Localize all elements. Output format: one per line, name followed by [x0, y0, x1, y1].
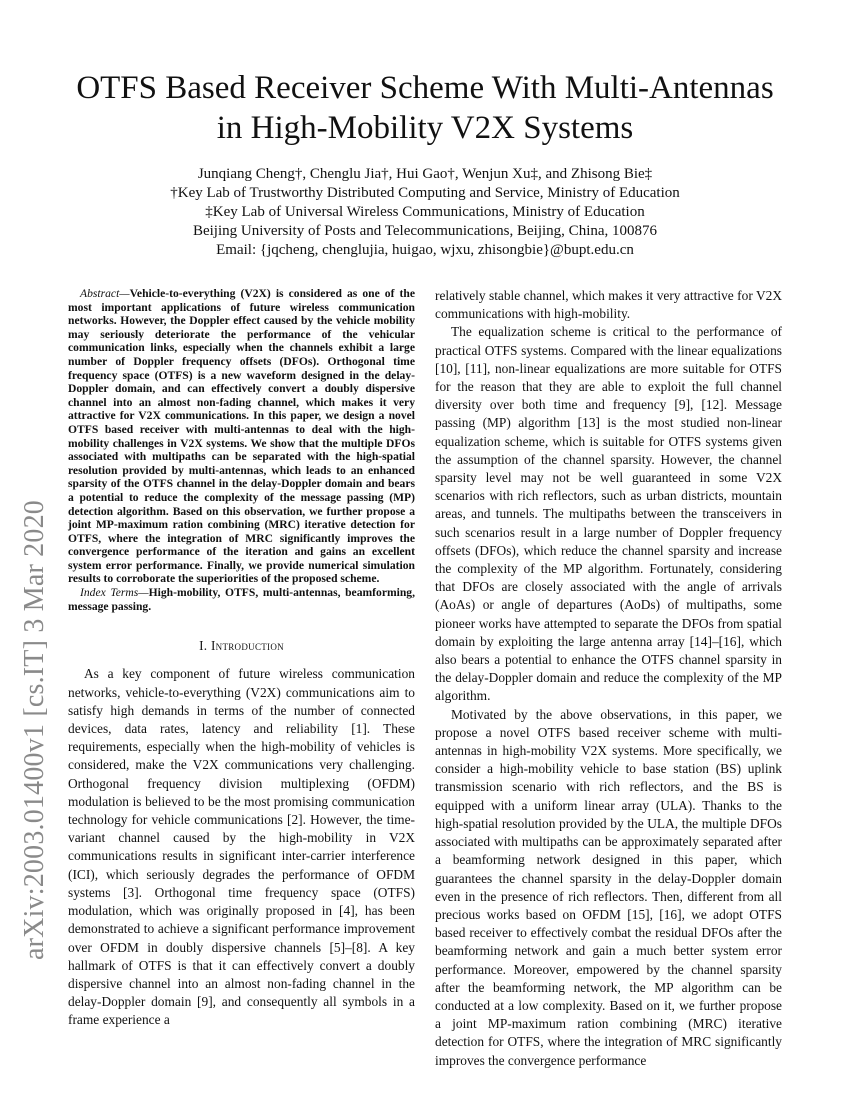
- index-terms-text: High-mobility, OTFS, multi-antennas, beamforming, message passing.: [68, 586, 415, 613]
- affiliation-3: Beijing University of Posts and Telecommunications, Beijing, China, 100876: [192, 223, 658, 239]
- arxiv-stamp: arXiv:2003.01400v1 [cs.IT] 3 Mar 2020: [19, 500, 50, 960]
- intro-paragraph-1-continued: relatively stable channel, which makes it very attractive for V2X communications with high-mobility.: [435, 288, 782, 322]
- abstract-label: Abstract—: [80, 287, 130, 300]
- intro-paragraph-1: As a key component of future wireless communication networks, vehicle-to-everything (V2X) communications aim to satisfy high demands in terms of the number of connected devices, data rates, latency and reliability [1]. These requirements, especially when the high-mobility of vehicles is considered, make the V2X communications very challenging. Orthogonal frequency division multiplexing (OFDM) modulation is believed to be the most promising communication technology for vehicle communications [2]. However, the time-variant channel caused by the high-mobility in V2X communications results in significant inter-carrier interference (ICI), which seriously degrades the performance of OFDM systems [3]. Orthogonal time frequency space (OTFS) modulation, which was originally proposed in [4], has been demonstrated to achieve a significant performance improvement over OFDM in doubly dispersive channels [5]–[8]. A key hallmark of OTFS is that it can effectively convert a doubly dispersive channel into an almost non-fading channel in the delay-Doppler domain [9], and consequently all symbols in a frame experience a: [68, 666, 415, 1028]
- author-block: [100, 165, 750, 260]
- section-heading-introduction: I. Introduction: [199, 638, 284, 654]
- intro-paragraph-2: The equalization scheme is critical to the performance of practical OTFS systems. Compared with the linear equalizations [10], [11], non-linear equalizations are more suitable for OTFS for the reason that they are able to exploit the full channel diversity over both time and frequency [9], [12]. Message passing (MP) algorithm [13] is the most studied non-linear equalization scheme, which is suitable for OTFS systems given the assumption of the channel sparsity. However, the channel sparsity level may not be well guaranteed in some V2X scenarios with rich reflectors, such as urban districts, mountain areas, and tunnels. The multipaths between the transceivers in such scenarios result in a large number of Doppler frequency offsets (DFOs), which reduce the channel sparsity and increase the complexity of the MP algorithm. Fortunately, considering that DFOs are closely associated with the angle of arrivals (AoAs) or angle of departures (AoDs) of multipaths, some pioneer works have attempted to separate the DFOs from spatial domain by exploiting the large antenna array [14]–[16], which also bears a potential to enhance the OTFS channel sparsity in the delay-Doppler domain and reduce the complexity of the MP algorithm.: [435, 324, 782, 704]
- abstract: [68, 287, 415, 586]
- author-email: Email: {jqcheng, chenglujia, huigao, wjxu, zhisongbie}@bupt.edu.cn: [216, 242, 634, 258]
- abstract-text: Vehicle-to-everything (V2X) is considered as one of the most important applications of future wireless communication networks. However, the Doppler effect caused by the vehicle mobility may seriously deteriorate the performance of the vehicular communication links, especially when the channels exhibit a large number of Doppler frequency offsets (DFOs). Orthogonal time frequency space (OTFS) is a new waveform designed in the delay-Doppler domain, and can effectively convert a doubly dispersive channel into an almost non-fading channel, which makes it very attractive for V2X communications. In this paper, we design a novel OTFS based receiver with multi-antennas to deal with the high-mobility challenges in V2X systems. We show that the multiple DFOs associated with multipaths can be separated with the high-spatial resolution provided by multi-antennas, which leads to an enhanced sparsity of the OTFS channel in the delay-Doppler domain and bears a potential to reduce the complexity of the message passing (MP) detection algorithm. Based on this observation, we further propose a joint MP-maximum ration combining (MRC) iterative detection for OTFS, where the integration of MRC significantly improves the convergence performance of the iteration and gains an excellent system error performance. Finally, we provide numerical simulation results to corroborate the superiorities of the proposed scheme.: [68, 287, 415, 586]
- index-terms-label: Index Terms—: [80, 586, 149, 600]
- title-line-1: OTFS Based Receiver Scheme With Multi-Antennas: [76, 70, 774, 106]
- author-names: Junqiang Cheng†, Chenglu Jia†, Hui Gao†, Wenjun Xu‡, and Zhisong Bie‡: [197, 166, 653, 182]
- paper-title: [40, 68, 810, 148]
- index-terms: [68, 586, 415, 613]
- title-line-2: in High-Mobility V2X Systems: [216, 110, 634, 146]
- intro-paragraph-3: Motivated by the above observations, in this paper, we propose a novel OTFS based receiver scheme with multi-antennas in high-mobility V2X systems. More specifically, we consider a high-mobility vehicle to base station (BS) uplink transmission scenario with rich reflectors, and the BS is equipped with a uniform linear array (ULA). Thanks to the high-spatial resolution provided by the ULA, the multiple DFOs associated with multipaths can be approximately separated after a beamforming network designed in this paper, which guarantees the channel sparsity in the delay-Doppler domain even in the presence of rich reflectors. Then, different from all precious works based on OFDM [15], [16], we adopt OTFS based receiver to effectively combat the residual DFOs after the beamforming network and gain a much better system error performance. Moreover, empowered by the channel sparsity after the beamforming network, the MP algorithm can be conducted at a low complexity. Based on it, we further propose a joint MP-maximum ration combining (MRC) iterative detection for OTFS, where the integration of MRC significantly improves the convergence performance: [435, 706, 782, 1068]
- left-column: [68, 287, 415, 1030]
- right-column: [435, 287, 782, 1070]
- affiliation-1: †Key Lab of Trustworthy Distributed Computing and Service, Ministry of Education: [170, 185, 680, 201]
- affiliation-2: ‡Key Lab of Universal Wireless Communications, Ministry of Education: [205, 204, 645, 220]
